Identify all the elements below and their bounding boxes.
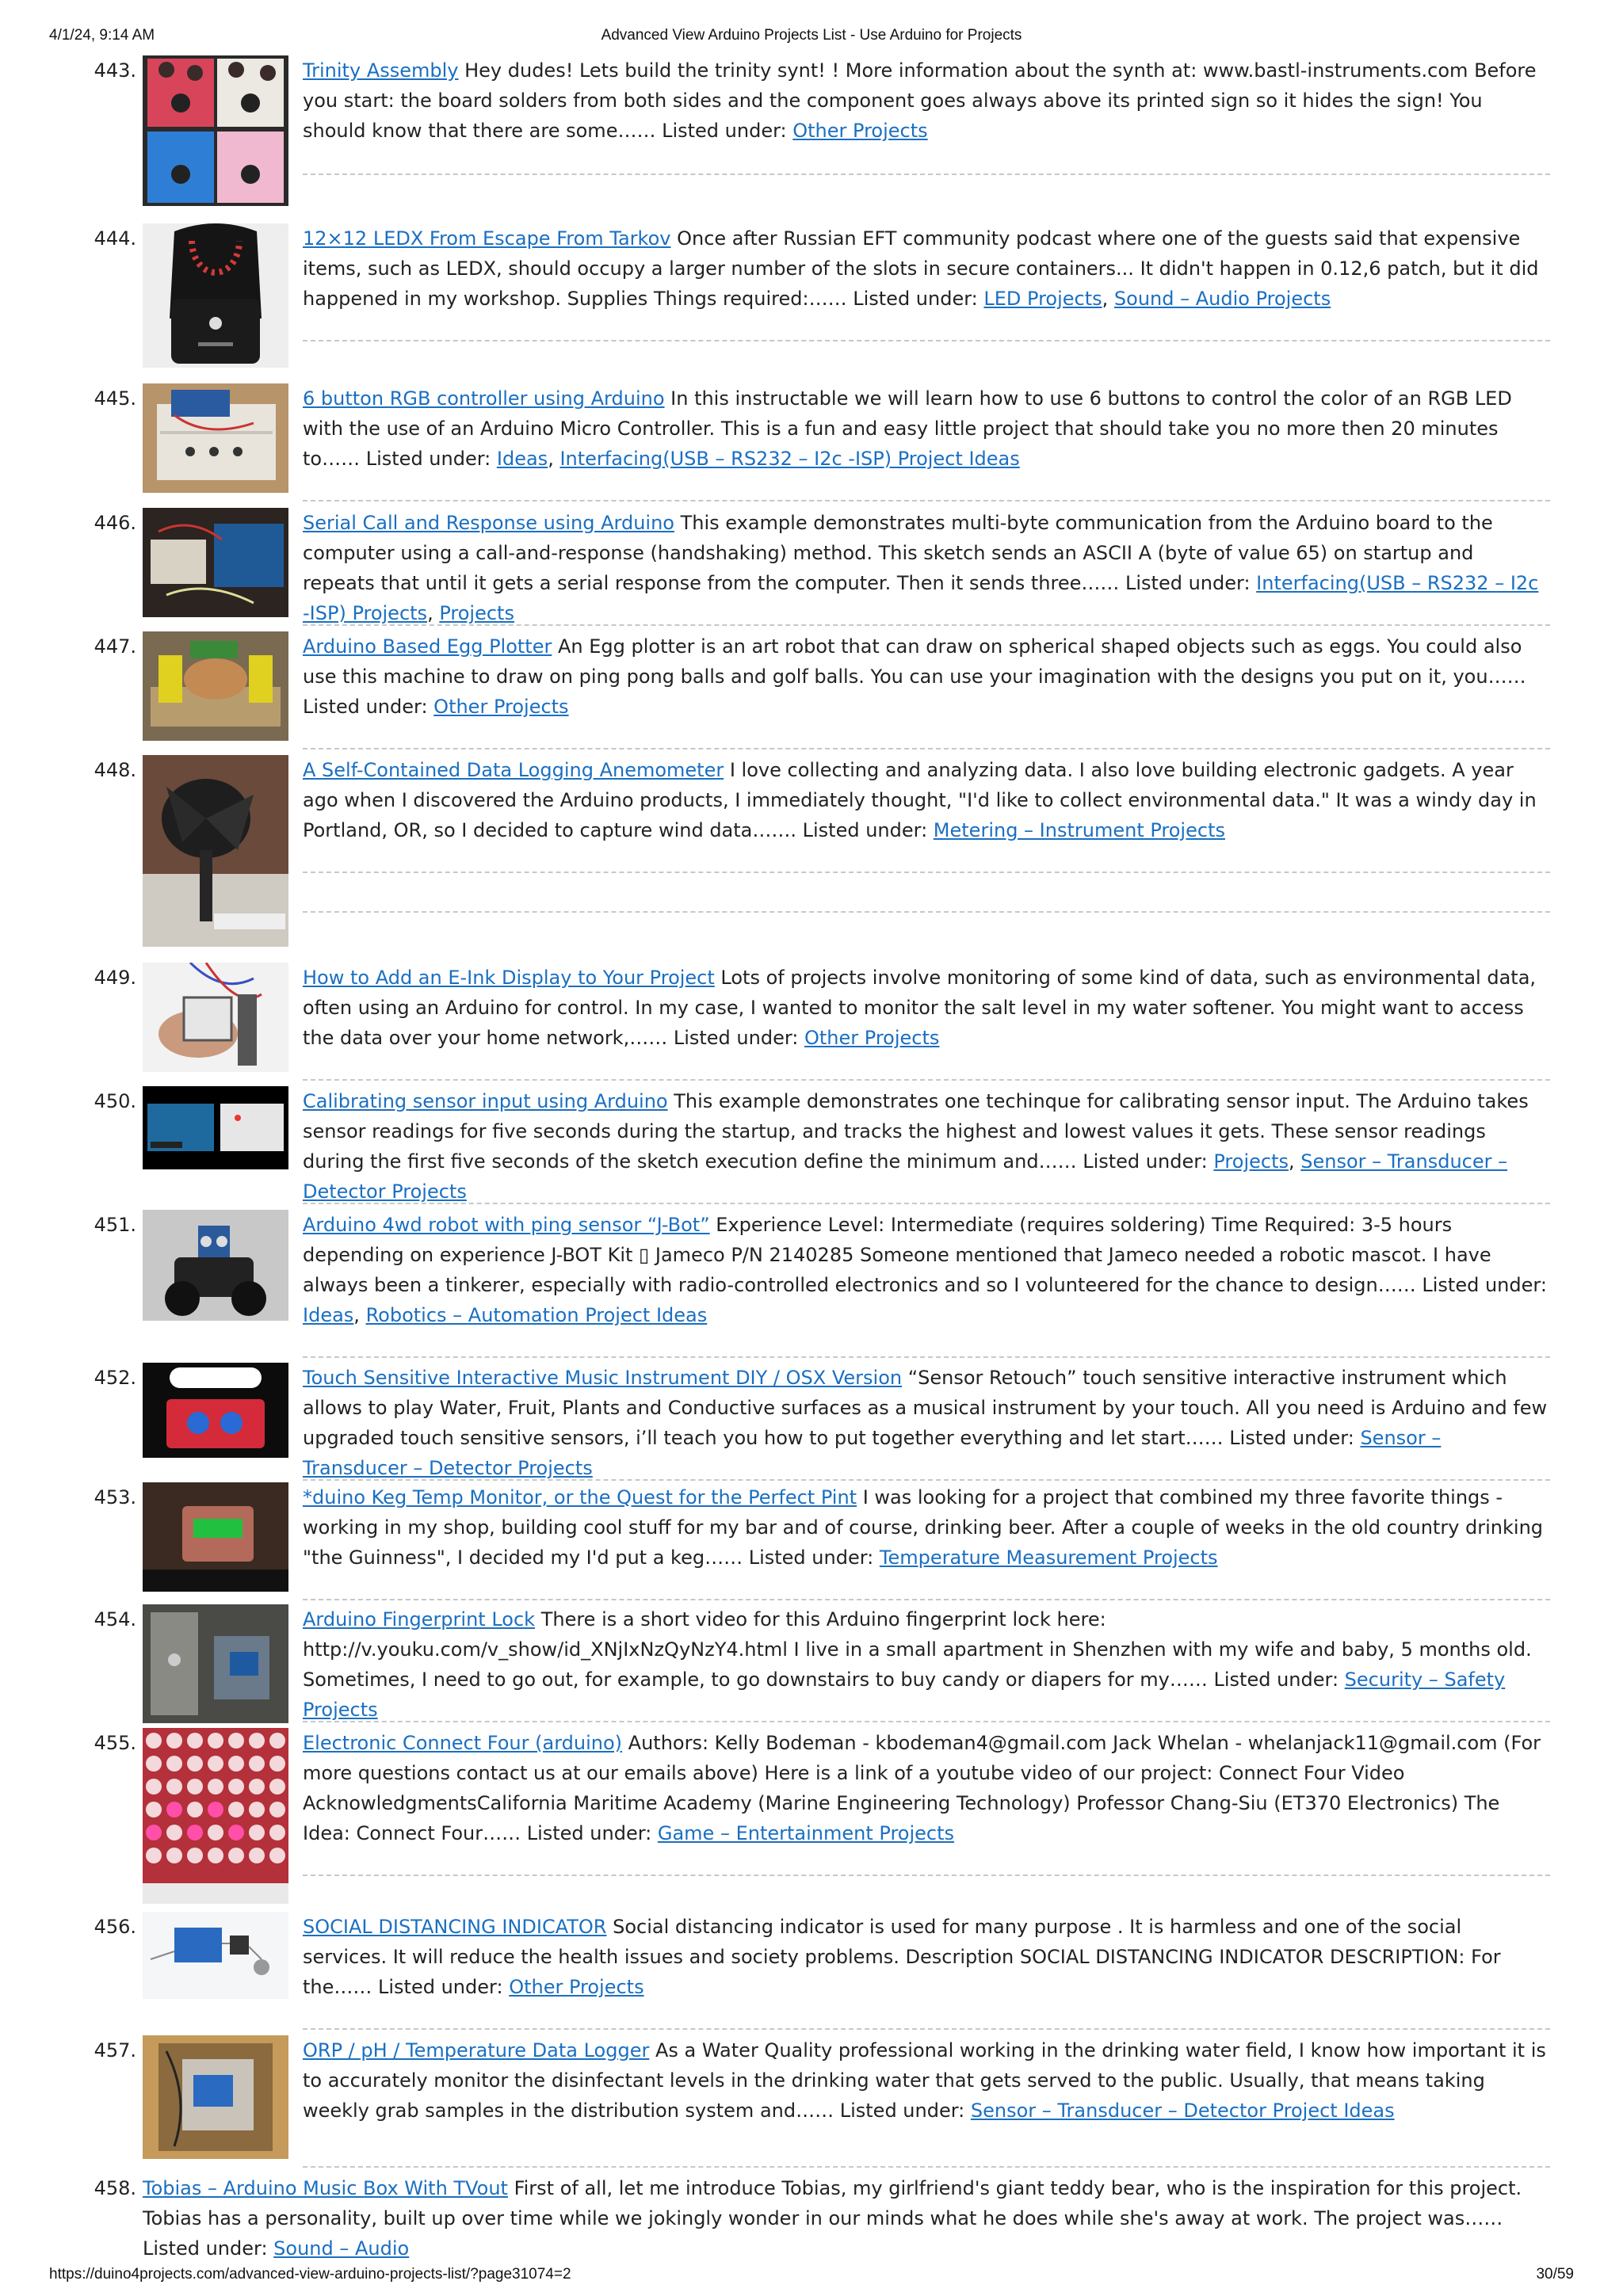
entry-body: [143, 2173, 1550, 2264]
project-title-link[interactable]: 12×12 LEDX From Escape From Tarkov: [303, 227, 671, 250]
category-link[interactable]: Other Projects: [433, 696, 569, 718]
entry-number: 443.: [94, 59, 136, 82]
entry-description: Authors: Kelly Bodeman - kbodeman4@gmail.com Jack Whelan - whelanjack11@gmail.com (For more questions contact us at our emails above) Here is a link of a youtube video of our project: Connect Four Video AcknowledgmentsCalifornia Maritime Academy (Marine Engineering Technology) Professor Chang-Siu (ET370 Electronics) The Idea: Connect Four…… Listed under:: [303, 1732, 1541, 1844]
project-title-link[interactable]: Calibrating sensor input using Arduino: [303, 1090, 668, 1112]
entry-divider: [303, 2028, 1550, 2030]
entry-description: As a Water Quality professional working in the drinking water field, I know how important it is to accurately monitor the disinfectant levels in the drinking water that gets served to the public. Usually, that means taking weekly grab samples in the distribution system and…… Listed under:: [303, 2039, 1546, 2122]
entry-description: An Egg plotter is an art robot that can draw on spherical shaped objects such as eggs. You could also use this machine to draw on ping pong balls and golf balls. You can use your imagination with the designs you put on it, you…… Listed under:: [303, 635, 1526, 718]
entry-body: [303, 2035, 1550, 2126]
entry-divider: [303, 748, 1550, 749]
project-thumbnail[interactable]: [143, 631, 288, 741]
category-link[interactable]: Sensor – Transducer – Detector Project Ideas: [970, 2100, 1395, 2122]
print-footer: [49, 2266, 1574, 2286]
project-thumbnail[interactable]: [143, 223, 288, 368]
entry-body: [303, 508, 1550, 628]
project-title-link[interactable]: Tobias – Arduino Music Box With TVout: [143, 2177, 508, 2199]
entry-description: “Sensor Retouch” touch sensitive interactive instrument which allows to play Water, Fruit, Plants and Conductive surfaces as a musical instrument by your touch. All you need is Arduino and few upgraded touch sensitive sensors, i’ll teach you how to put together everything and let start…… Listed under:: [303, 1367, 1548, 1449]
entry-body: [303, 1604, 1550, 1725]
entry-body: [303, 631, 1550, 722]
project-thumbnail[interactable]: [143, 55, 288, 206]
entry-description: This example demonstrates one techinque for calibrating sensor input. The Arduino takes sensor readings for five seconds during the startup, and tracks the highest and lowest values it gets. These sensor readings during the first five seconds of the sketch execution define the minimum and…… Listed under:: [303, 1090, 1529, 1173]
entry-number: 453.: [94, 1486, 136, 1508]
entry-body: [303, 383, 1550, 474]
entry-number: 448.: [94, 759, 136, 781]
project-title-link[interactable]: ORP / pH / Temperature Data Logger: [303, 2039, 650, 2061]
entry-description: In this instructable we will learn how to use 6 buttons to control the color of an RGB LED with the use of an Arduino Micro Controller. This is a fun and easy little project that should take you no more then 20 minutes to…… Listed under:: [303, 387, 1512, 470]
entry-body: [303, 1728, 1550, 1848]
project-title-link[interactable]: Trinity Assembly: [303, 59, 459, 82]
category-link[interactable]: Security – Safety Projects: [303, 1669, 1506, 1721]
category-link[interactable]: Robotics – Automation Project Ideas: [365, 1304, 708, 1326]
entry-body: [303, 1210, 1550, 1330]
project-title-link[interactable]: Arduino Based Egg Plotter: [303, 635, 552, 658]
entry-description: Once after Russian EFT community podcast where one of the guests said that expensive items, such as LEDX, should occupy a larger number of the slots in secure containers... It didn't happen in 0.12,6 patch, but it did happened in my workshop. Supplies Things required:…… Listed under:: [303, 227, 1539, 310]
category-separator: ,: [1289, 1150, 1301, 1173]
category-link[interactable]: Sensor – Transducer – Detector Projects: [303, 1427, 1442, 1479]
category-link[interactable]: Game – Entertainment Projects: [657, 1822, 955, 1844]
project-thumbnail[interactable]: [143, 383, 288, 493]
entry-number: 450.: [94, 1090, 136, 1112]
entry-body: [303, 963, 1550, 1053]
entry-body: [303, 1363, 1550, 1483]
print-page-title: Advanced View Arduino Projects List - Use Arduino for Projects: [601, 27, 1022, 44]
entry-divider: [303, 174, 1550, 175]
entry-divider: [303, 624, 1550, 626]
entry-number: 452.: [94, 1367, 136, 1389]
category-link[interactable]: Ideas: [496, 448, 548, 470]
project-title-link[interactable]: Arduino 4wd robot with ping sensor “J-Bot”: [303, 1214, 710, 1236]
category-link[interactable]: Sensor – Transducer – Detector Projects: [303, 1150, 1508, 1203]
entry-divider: [303, 1599, 1550, 1600]
entry-divider: [303, 1203, 1550, 1204]
project-thumbnail[interactable]: [143, 1728, 288, 1904]
entry-divider: [303, 2166, 1550, 2168]
entry-number: 455.: [94, 1732, 136, 1754]
entry-description: I love collecting and analyzing data. I also love building electronic gadgets. A year ago when I discovered the Arduino products, I immediately thought, "I'd like to collect environmental data." It was a windy day in Portland, OR, so I decided to capture wind data……. Listed under:: [303, 759, 1537, 841]
entry-divider: [303, 340, 1550, 341]
project-thumbnail[interactable]: [143, 963, 288, 1072]
entry-number: 454.: [94, 1608, 136, 1630]
print-datetime: 4/1/24, 9:14 AM: [49, 27, 155, 44]
entry-divider: [303, 1721, 1550, 1722]
category-link[interactable]: Ideas: [303, 1304, 354, 1326]
entry-divider: [303, 1875, 1550, 1876]
category-link[interactable]: Temperature Measurement Projects: [879, 1547, 1218, 1569]
entry-divider: [303, 911, 1550, 913]
entry-body: [303, 55, 1550, 146]
entry-description: Social distancing indicator is used for many purpose . It is harmless and one of the social services. It will reduce the health issues and society problems. Description SOCIAL DISTANCING INDICATOR DESCRIPTION: For the…… Listed under:: [303, 1916, 1501, 1998]
entry-divider: [303, 1479, 1550, 1481]
project-title-link[interactable]: Electronic Connect Four (arduino): [303, 1732, 623, 1754]
project-title-link[interactable]: SOCIAL DISTANCING INDICATOR: [303, 1916, 607, 1938]
print-url: https://duino4projects.com/advanced-view-arduino-projects-list/?page31074=2: [49, 2266, 571, 2283]
entry-number: 445.: [94, 387, 136, 410]
entry-description: Hey dudes! Lets build the trinity synt! ! More information about the synth at: www.bastl-instruments.com Before you start: the board solders from both sides and the component goes always above its printed sign so it hides the sign! You should know that there are some…… Listed under:: [303, 59, 1537, 142]
project-thumbnail[interactable]: [143, 508, 288, 617]
entry-divider: [303, 1356, 1550, 1358]
category-link[interactable]: Other Projects: [509, 1976, 644, 1998]
category-separator: ,: [1102, 288, 1114, 310]
category-link[interactable]: Projects: [1213, 1150, 1289, 1173]
project-title-link[interactable]: Touch Sensitive Interactive Music Instrument DIY / OSX Version: [303, 1367, 903, 1389]
entry-number: 446.: [94, 512, 136, 534]
project-thumbnail[interactable]: [143, 1604, 288, 1723]
project-title-link[interactable]: Serial Call and Response using Arduino: [303, 512, 674, 534]
category-link[interactable]: Other Projects: [804, 1027, 940, 1049]
category-link[interactable]: Interfacing(USB – RS232 – I2c -ISP) Project Ideas: [559, 448, 1020, 470]
entry-description: Experience Level: Intermediate (requires soldering) Time Required: 3-5 hours depending on experience J-BOT Kit ▯ Jameco P/N 2140285 Someone mentioned that Jameco needed a robotic mascot. I have always been a tinkerer, especially with radio-controlled electronics and so I volunteered for the chance to design…… Listed under:: [303, 1214, 1547, 1296]
entry-body: [303, 1912, 1550, 2002]
category-link[interactable]: LED Projects: [983, 288, 1102, 310]
entry-number: 457.: [94, 2039, 136, 2061]
entry-number: 447.: [94, 635, 136, 658]
entry-description: Lots of projects involve monitoring of some kind of data, such as environmental data, often using an Arduino for control. In my case, I wanted to monitor the salt level in my water softener. You might want to access the data over your home network,…… Listed under:: [303, 967, 1537, 1049]
category-separator: ,: [353, 1304, 366, 1326]
category-link[interactable]: Metering – Instrument Projects: [933, 819, 1225, 841]
project-title-link[interactable]: A Self-Contained Data Logging Anemometer: [303, 759, 724, 781]
category-link[interactable]: Sound – Audio Projects: [1113, 288, 1331, 310]
entry-number: 449.: [94, 967, 136, 989]
entry-body: [303, 1086, 1550, 1207]
project-thumbnail[interactable]: [143, 755, 288, 947]
project-thumbnail[interactable]: [143, 1210, 288, 1321]
project-thumbnail[interactable]: [143, 2035, 288, 2159]
project-title-link[interactable]: How to Add an E-Ink Display to Your Project: [303, 967, 715, 989]
entry-number: 451.: [94, 1214, 136, 1236]
project-title-link[interactable]: Arduino Fingerprint Lock: [303, 1608, 536, 1630]
category-link[interactable]: Other Projects: [792, 120, 928, 142]
category-link[interactable]: Interfacing(USB – RS232 – I2c -ISP) Projects: [303, 572, 1539, 624]
entry-number: 458.: [94, 2177, 136, 2199]
entry-description: First of all, let me introduce Tobias, my girlfriend's giant teddy bear, who is the inspiration for this project. Tobias has a personality, built up over time while we jokingly wonder in our minds what he does while she's away at work. The project was…… Listed under:: [143, 2177, 1522, 2260]
entry-divider: [303, 500, 1550, 502]
entry-body: [303, 1482, 1550, 1573]
project-title-link[interactable]: *duino Keg Temp Monitor, or the Quest for the Perfect Pint: [303, 1486, 857, 1508]
category-link[interactable]: Projects: [439, 602, 514, 624]
entry-body: [303, 223, 1550, 314]
category-separator: ,: [427, 602, 440, 624]
entry-description: This example demonstrates multi-byte communication from the Arduino board to the computer using a call-and-response (handshaking) method. This sketch sends an ASCII A (byte of value 65) on startup and repeats that until it gets a serial response from the computer. Then it sends three…… Listed under:: [303, 512, 1493, 594]
entry-divider: [303, 871, 1550, 873]
entry-body: [303, 755, 1550, 845]
project-thumbnail[interactable]: [143, 1482, 288, 1592]
entry-number: 456.: [94, 1916, 136, 1938]
entry-number: 444.: [94, 227, 136, 250]
entry-divider: [303, 1079, 1550, 1081]
category-link[interactable]: Sound – Audio: [273, 2237, 410, 2260]
entry-description: I was looking for a project that combined my three favorite things - working in my shop, building cool stuff for my bar and of course, drinking beer. After a couple of weeks in the old country drinking "the Guinness", I decided my I'd put a keg…… Listed under:: [303, 1486, 1544, 1569]
entry-description: There is a short video for this Arduino fingerprint lock here: http://v.youku.com/v_show/id_XNjIxNzQyNzY4.html I live in a small apartment in Shenzhen with my wife and baby, 5 months old. Sometimes, I need to go out, for example, to go downstairs to buy candy or diapers for my…… Listed under:: [303, 1608, 1532, 1691]
project-thumbnail[interactable]: [143, 1086, 288, 1169]
category-separator: ,: [548, 448, 560, 470]
project-title-link[interactable]: 6 button RGB controller using Arduino: [303, 387, 665, 410]
project-thumbnail[interactable]: [143, 1912, 288, 1999]
project-thumbnail[interactable]: [143, 1363, 288, 1458]
print-page-count: 30/59: [1536, 2266, 1574, 2283]
